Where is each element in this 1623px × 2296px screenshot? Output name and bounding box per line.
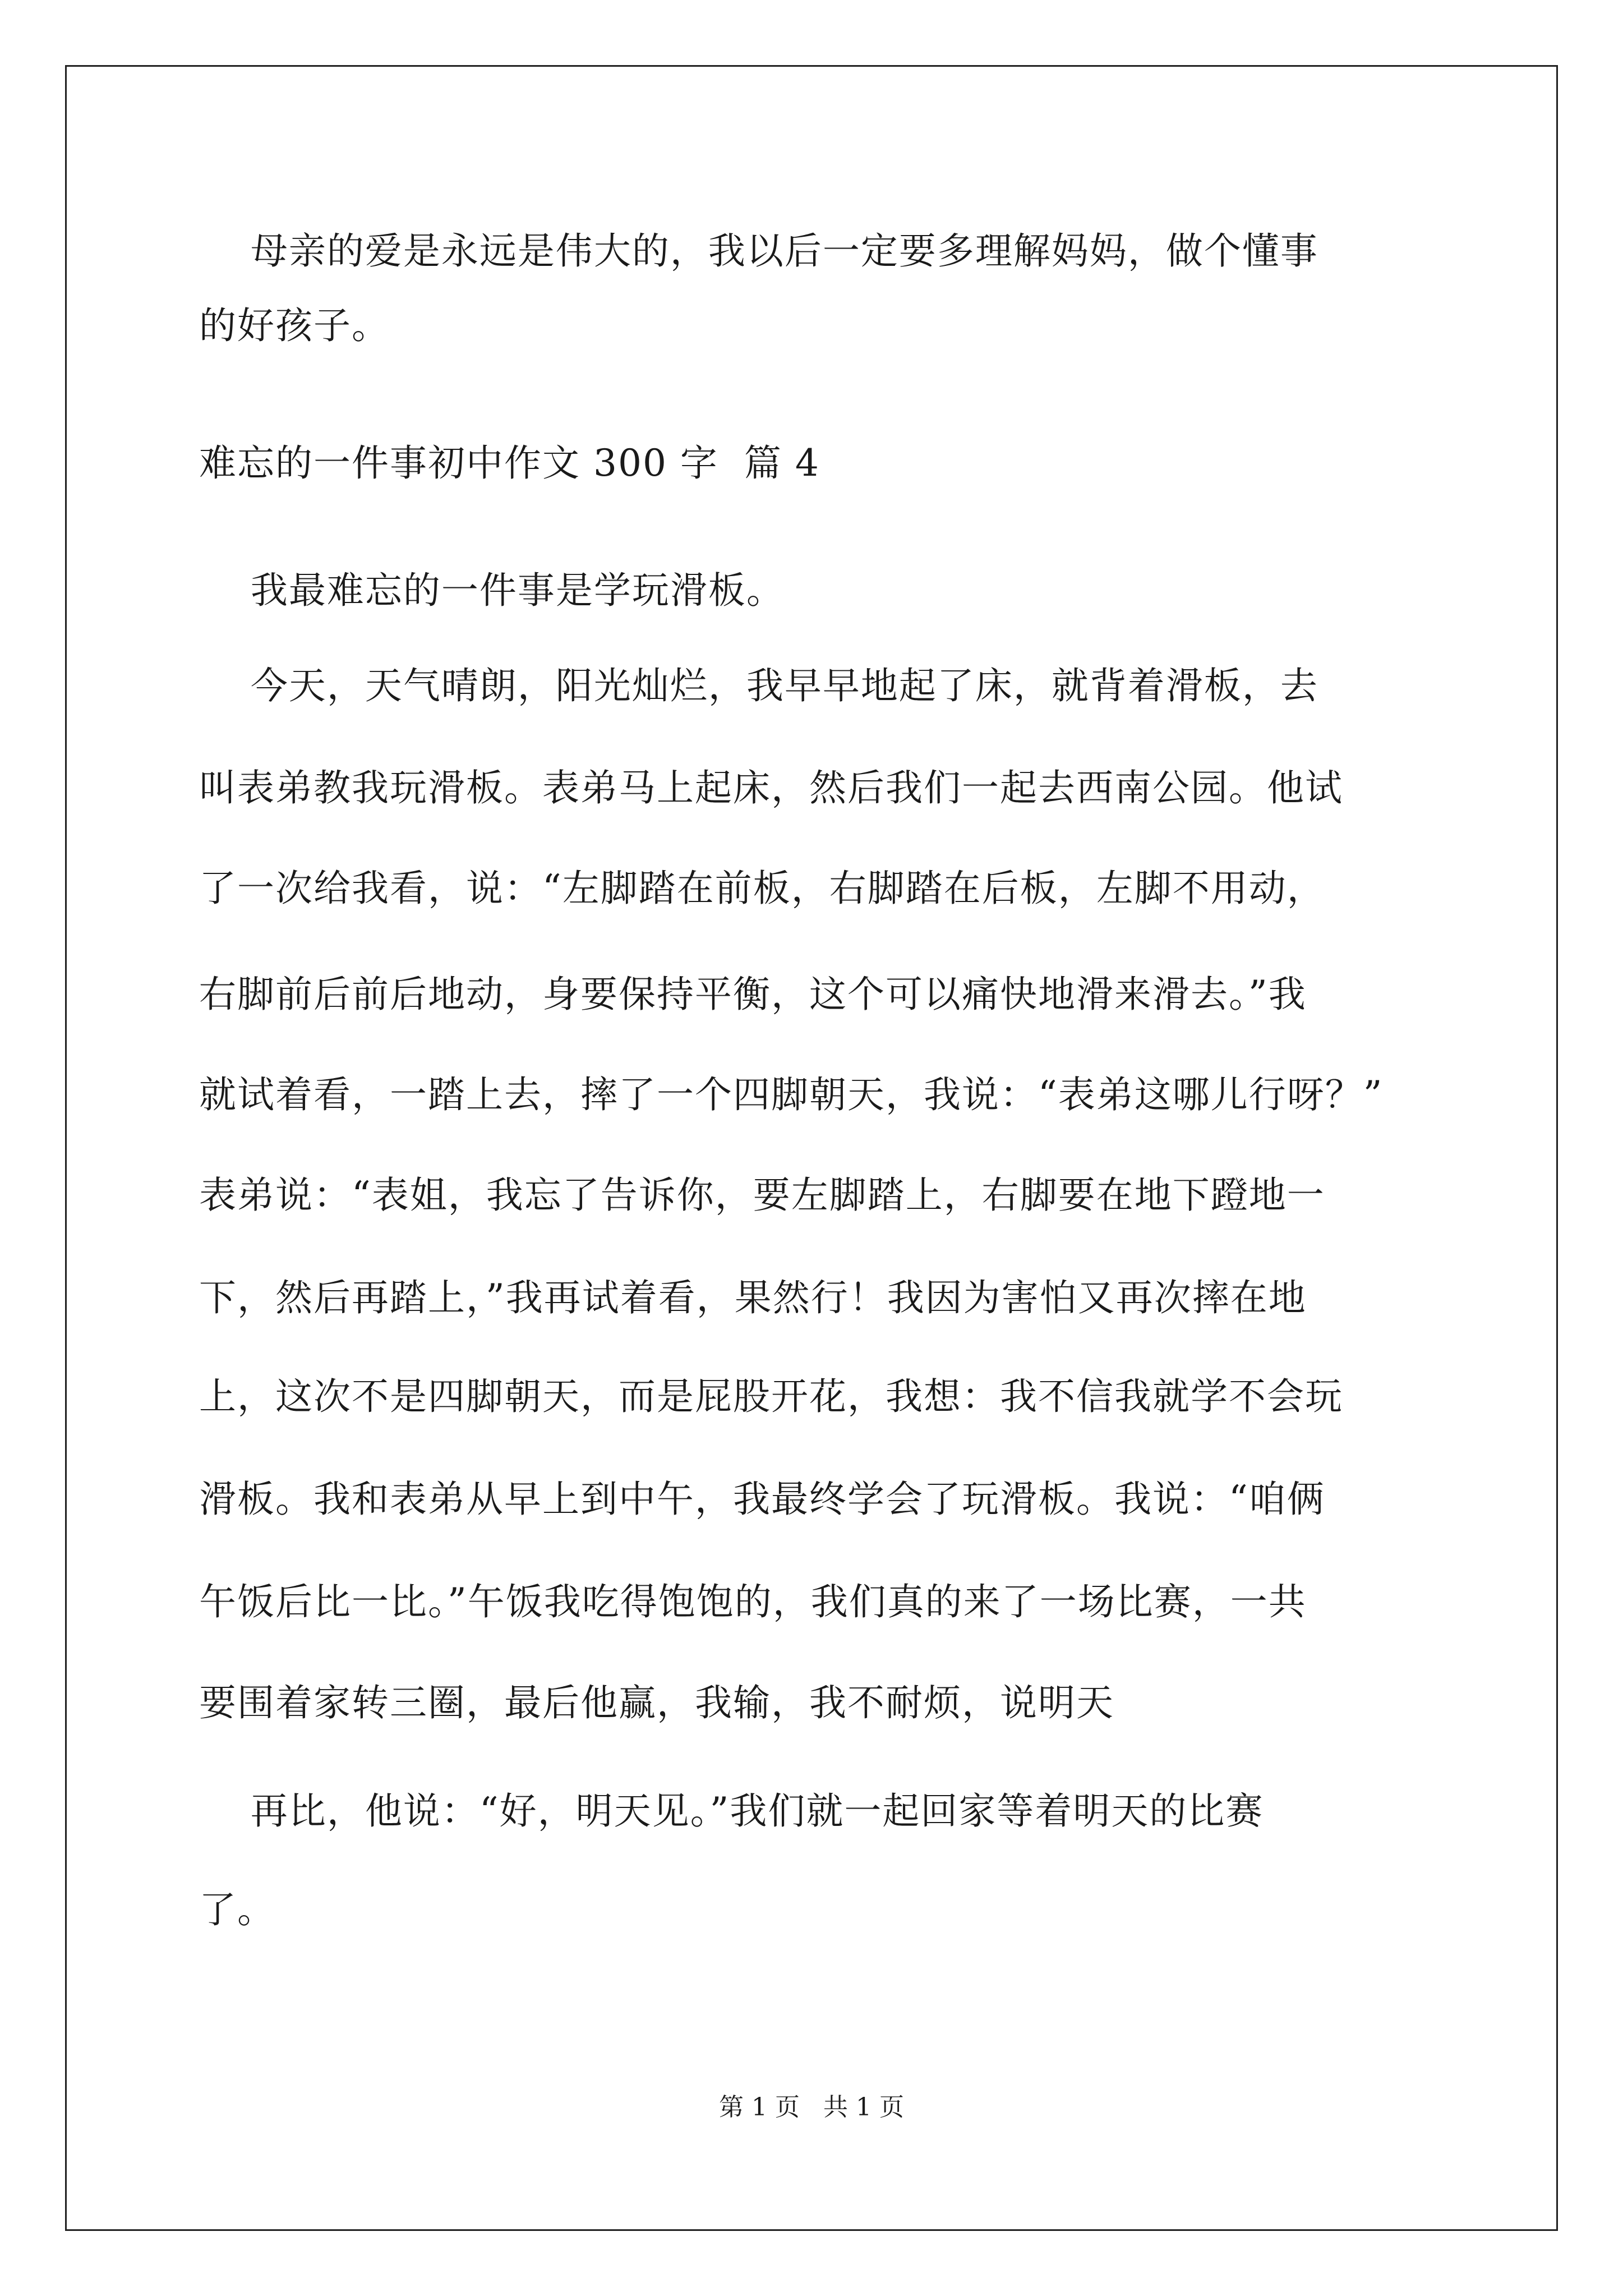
paragraph-line: 再比，他说：“好，明天见。”我们就一起回家等着明天的比赛 (199, 1789, 1264, 1833)
paragraph-line: 下，然后再踏上，”我再试着看，果然行！我因为害怕又再次摔在地 (199, 1276, 1307, 1319)
paragraph-line: 叫表弟教我玩滑板。表弟马上起床，然后我们一起去西南公园。他试 (199, 766, 1343, 809)
paragraph-line: 表弟说：“表姐，我忘了告诉你，要左脚踏上，右脚要在地下蹬地一 (199, 1174, 1325, 1217)
paragraph-line: 滑板。我和表弟从早上到中午，我最终学会了玩滑板。我说：“咱俩 (199, 1478, 1325, 1521)
paragraph-line: 上，这次不是四脚朝天，而是屁股开花，我想：我不信我就学不会玩 (199, 1375, 1343, 1418)
page-number-footer: 第 1 页 共 1 页 (719, 2093, 904, 2122)
paragraph-line: 右脚前后前后地动，身要保持平衡，这个可以痛快地滑来滑去。”我 (199, 973, 1307, 1016)
paragraph-line: 我最难忘的一件事是学玩滑板。 (199, 569, 785, 612)
section-heading: 难忘的一件事初中作文 300 字 篇 4 (199, 441, 820, 485)
paragraph-line: 今天，天气晴朗，阳光灿烂，我早早地起了床，就背着滑板，去 (199, 664, 1318, 707)
paragraph-line: 午饭后比一比。”午饭我吃得饱饱的，我们真的来了一场比赛，一共 (199, 1580, 1307, 1623)
paragraph-line: 了。 (199, 1888, 275, 1931)
paragraph-line: 要围着家转三圈，最后他赢，我输，我不耐烦，说明天 (199, 1681, 1114, 1724)
paragraph-line: 就试着看，一踏上去，摔了一个四脚朝天，我说：“表弟这哪儿行呀？” (199, 1073, 1384, 1116)
paragraph-line: 母亲的爱是永远是伟大的，我以后一定要多理解妈妈，做个懂事 (199, 229, 1318, 273)
paragraph-line: 的好孩子。 (199, 304, 390, 347)
paragraph-line: 了一次给我看，说：“左脚踏在前板，右脚踏在后板，左脚不用动， (199, 867, 1325, 910)
page-border (65, 65, 1558, 2231)
